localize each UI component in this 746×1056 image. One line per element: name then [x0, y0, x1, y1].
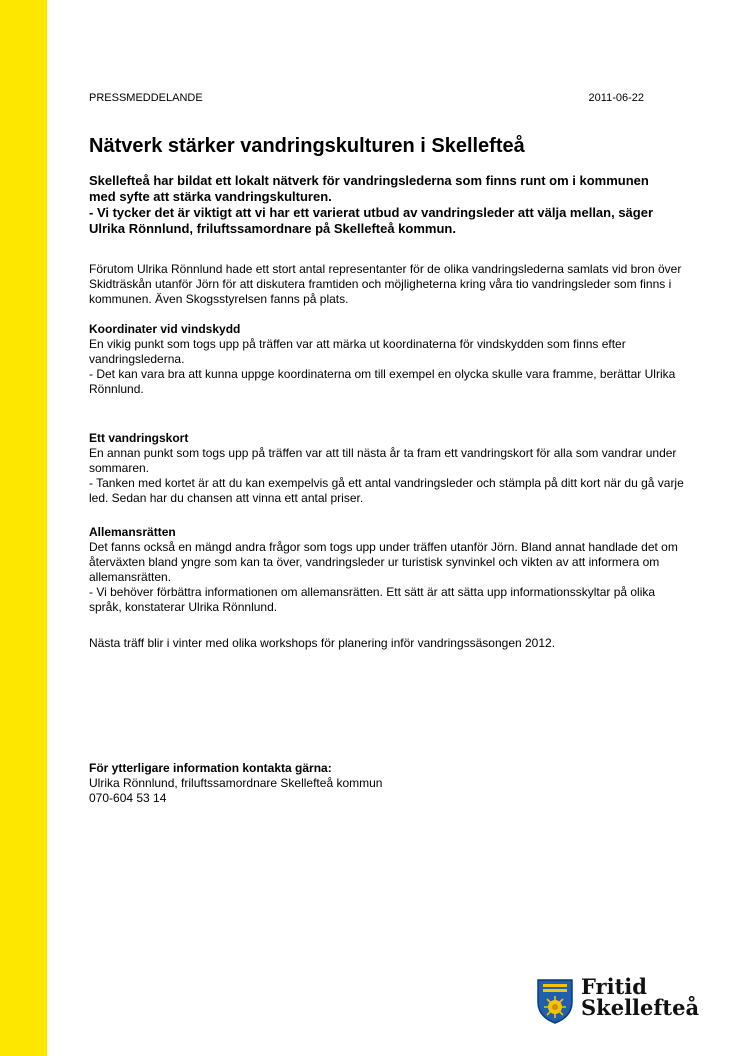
yellow-sidebar — [0, 0, 47, 1056]
press-release-label: PRESSMEDDELANDE — [89, 92, 203, 104]
closing-text: Nästa träff blir i vinter med olika workshops för planering inför vandringssäsongen 2012. — [89, 636, 556, 650]
lead-paragraph — [89, 173, 664, 237]
fritid-skelleftea-logo — [536, 974, 700, 1028]
logo-line-fritid: Fritid — [581, 974, 647, 999]
section-allemansratten — [89, 525, 689, 615]
contact-heading: För ytterligare information kontakta gärna: — [89, 761, 332, 775]
contact-phone: 070-604 53 14 — [89, 791, 167, 805]
section-paragraph: - Vi behöver förbättra informationen om allemansrätten. Ett sätt är att sätta upp informationsskyltar på olika språk, konstaterar Ulrika Rönnlund. — [89, 585, 656, 614]
logo-wordmark — [581, 976, 699, 1018]
section-heading: Koordinater vid vindskydd — [89, 322, 241, 336]
section-koordinater — [89, 322, 689, 397]
intro-text: Förutom Ulrika Rönnlund hade ett stort antal representanter för de olika vandringslederna samlats vid bron över Skidträskån utanför Jörn för att diskutera framtiden och möjligheterna kring våra tio vandringsleder som finns i kommunen. Även Skogsstyrelsen fanns på plats. — [89, 262, 682, 306]
section-paragraph: - Det kan vara bra att kunna uppge koordinaterna om till exempel en olycka skulle vara framme, berättar Ulrika Rönnlund. — [89, 367, 676, 396]
press-release-title: Nätverk stärker vandringskulturen i Skellefteå — [89, 135, 525, 157]
skelleftea-shield-icon — [536, 978, 574, 1024]
section-paragraph: En vikig punkt som togs upp på träffen var att märka ut koordinaterna för vindskydden som finns efter vandringslederna. — [89, 337, 626, 366]
contact-name: Ulrika Rönnlund, friluftssamordnare Skellefteå kommun — [89, 776, 383, 790]
section-heading: Ett vandringskort — [89, 431, 189, 445]
section-paragraph: - Tanken med kortet är att du kan exempelvis gå ett antal vandringsleder och stämpla på ditt kort när du gå varje led. Sedan har du chansen att vinna ett antal priser. — [89, 476, 684, 505]
press-release-date: 2011-06-22 — [588, 92, 644, 104]
logo-line-skelleftea: Skellefteå — [581, 995, 700, 1020]
section-heading: Allemansrätten — [89, 525, 176, 539]
closing-paragraph — [89, 636, 689, 651]
intro-paragraph — [89, 262, 689, 307]
lead-quote: - Vi tycker det är viktigt att vi har ett varierat utbud av vandringsleder att välja mellan, säger Ulrika Rönnlund, friluftssamordnare på Skellefteå kommun. — [89, 205, 654, 236]
section-paragraph: Det fanns också en mängd andra frågor som togs upp under träffen utanför Jörn. Bland annat handlade det om återväxten bland yngre som kan ta över, vandringsleder ur turistisk synvinkel och vikten av att informera om allemansrätten. — [89, 540, 678, 584]
lead-text: Skellefteå har bildat ett lokalt nätverk för vandringslederna som finns runt om i kommunen med syfte att stärka vandringskulturen. — [89, 173, 649, 204]
contact-block — [89, 761, 689, 806]
section-paragraph: En annan punkt som togs upp på träffen var att till nästa år ta fram ett vandringskort för alla som vandrar under sommaren. — [89, 446, 677, 475]
section-vandringskort — [89, 431, 689, 506]
